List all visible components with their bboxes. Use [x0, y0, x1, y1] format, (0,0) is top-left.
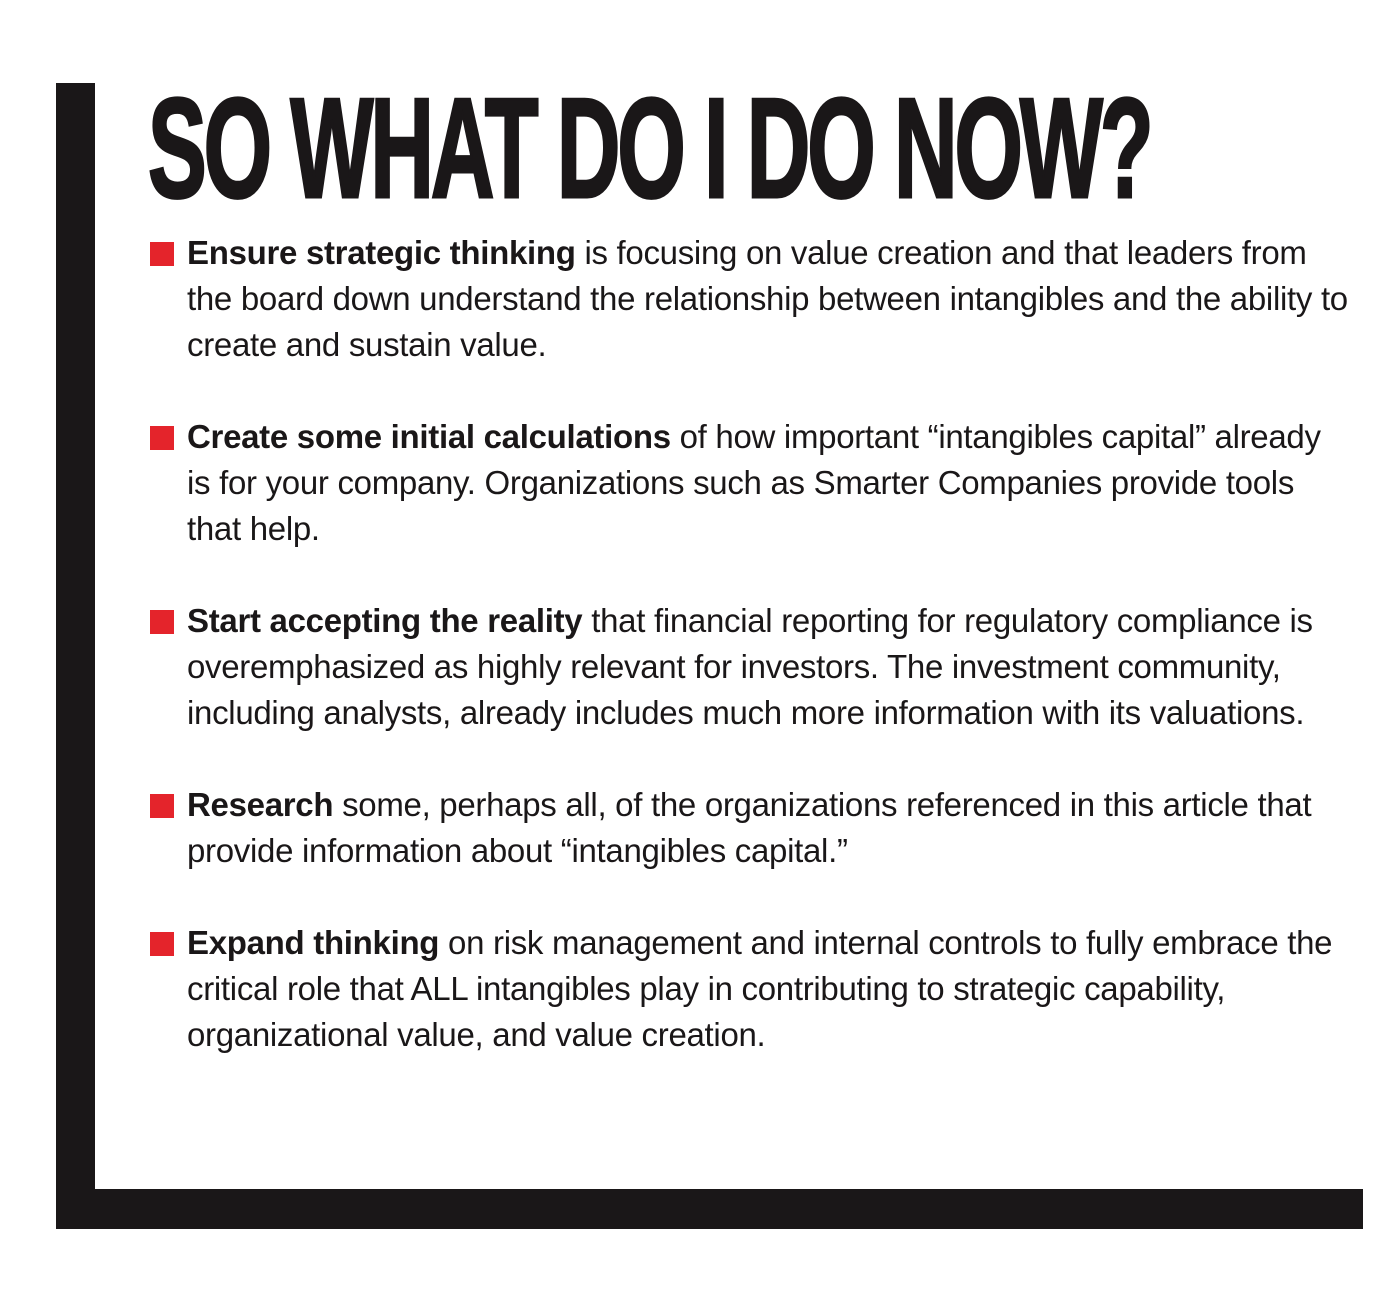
bullet-square-icon [150, 242, 174, 266]
item-lead: Ensure strategic thinking [187, 234, 576, 271]
frame-bottom-bar [56, 1189, 1363, 1229]
action-list [150, 230, 1350, 1058]
item-lead: Create some initial calculations [187, 418, 671, 455]
bullet-square-icon [150, 426, 174, 450]
bullet-square-icon [150, 794, 174, 818]
item-text: of how important “intangibles capital” already is for your company. Organizations such as Smarter Companies provide tools that help. [187, 418, 1321, 547]
list-item [150, 782, 1350, 874]
list-item [150, 920, 1350, 1058]
frame-left-bar [56, 83, 95, 1229]
list-item [150, 414, 1350, 552]
item-lead: Expand thinking [187, 924, 440, 961]
item-text: that financial reporting for regulatory compliance is overemphasized as highly relevant for investors. The investment community, including analysts, already includes much more information with its valuations. [187, 602, 1313, 731]
list-item [150, 230, 1350, 368]
item-lead: Research [187, 786, 334, 823]
item-text: some, perhaps all, of the organizations referenced in this article that provide information about “intangibles capital.” [187, 786, 1312, 869]
item-lead: Start accepting the reality [187, 602, 583, 639]
page-title: SO WHAT DO I DO NOW? [148, 69, 1151, 228]
bullet-square-icon [150, 932, 174, 956]
item-text: is focusing on value creation and that leaders from the board down understand the relationship between intangibles and the ability to create and sustain value. [187, 234, 1348, 363]
list-item [150, 598, 1350, 736]
item-text: on risk management and internal controls to fully embrace the critical role that ALL intangibles play in contributing to strategic capability, organizational value, and value creation. [187, 924, 1333, 1053]
bullet-square-icon [150, 610, 174, 634]
